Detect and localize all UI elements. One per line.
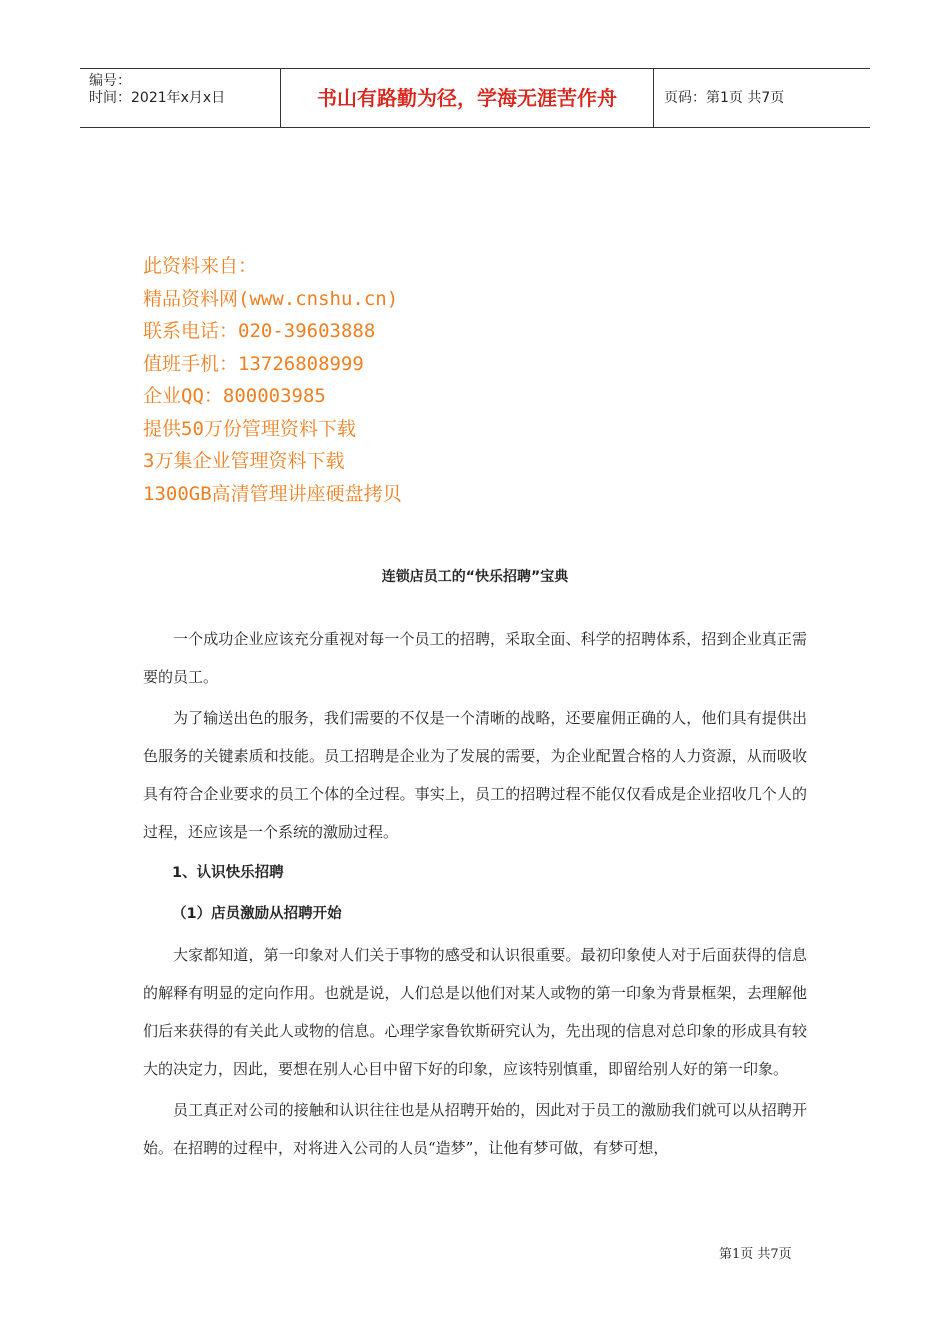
- page-header: [80, 68, 870, 128]
- time-label: 时间：2021年x月x日: [89, 90, 226, 106]
- source-line: 提供50万份管理资料下载: [143, 417, 356, 440]
- header-motto: 书山有路勤为径，学海无涯苦作舟: [281, 69, 654, 127]
- subsection-heading: （1）店员激励从招聘开始: [172, 906, 342, 922]
- paragraph: 大家都知道，第一印象对人们关于事物的感受和认识很重要。最初印象使人对于后面获得的信息的解释有明显的定向作用。也就是说，人们总是以他们对某人或物的第一印象为背景框架，去理解他们后来获得的有关此人或物的信息。心理学家鲁钦斯研究认为，先出现的信息对总印象的形成具有较大的决定力，因此，要想在别人心目中留下好的印象，应该特别慎重，即留给别人好的第一印象。: [143, 946, 807, 1078]
- source-line: 此资料来自：: [143, 255, 258, 277]
- source-line: 3万集企业管理资料下载: [143, 450, 345, 472]
- header-page-code: 页码：第1页 共7页: [664, 90, 785, 106]
- paragraph: 员工真正对公司的接触和认识往往也是从招聘开始的，因此对于员工的激励我们就可以从招聘开始。在招聘的过程中，对将进入公司的人员“造梦”，让他有梦可做，有梦可想，: [143, 1101, 807, 1157]
- source-line: 1300GB高清管理讲座硬盘拷贝: [143, 482, 402, 505]
- source-phone: 联系电话：020-39603888: [143, 320, 376, 342]
- source-website: 精品资料网(www.cnshu.cn): [143, 287, 399, 310]
- header-meta: [80, 69, 281, 127]
- section-heading: 1、认识快乐招聘: [172, 865, 284, 881]
- document-title: 连锁店员工的“快乐招聘”宝典: [381, 569, 569, 585]
- paragraph: 一个成功企业应该充分重视对每一个员工的招聘，采取全面、科学的招聘体系，招到企业真正需要的员工。: [143, 630, 807, 686]
- source-qq: 企业QQ：800003985: [143, 385, 326, 407]
- source-info-block: [143, 250, 402, 510]
- page-footer: 第1页 共7页: [719, 1247, 792, 1262]
- paragraph: 为了输送出色的服务，我们需要的不仅是一个清晰的战略，还要雇佣正确的人，他们具有提供出色服务的关键素质和技能。员工招聘是企业为了发展的需要，为企业配置合格的人力资源，从而吸收具有符合企业要求的员工个体的全过程。事实上，员工的招聘过程不能仅仅看成是企业招收几个人的过程，还应该是一个系统的激励过程。: [143, 709, 807, 841]
- document-body: [143, 620, 807, 1170]
- number-label: 编号：: [89, 73, 131, 89]
- source-mobile: 值班手机：13726808999: [143, 352, 364, 375]
